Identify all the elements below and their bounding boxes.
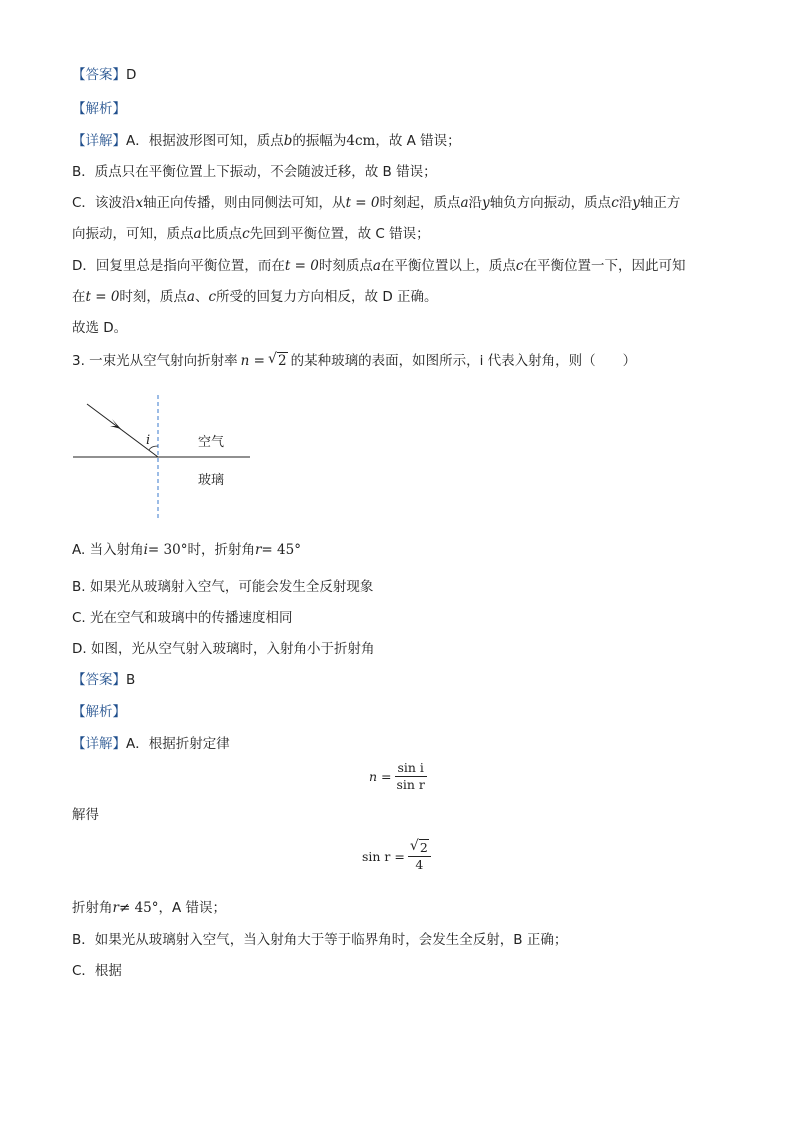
detail-line-q3-b: B．如果光从玻璃射入空气，当入射角大于等于临界角时，会发生全反射，B 正确； — [72, 932, 568, 948]
text: 的振幅为 — [292, 133, 347, 149]
math-var: y — [632, 195, 640, 211]
text: 轴正向传播，则由同侧法可知，从 — [143, 195, 346, 211]
text: 3. 一束光从空气射向折射率 — [72, 353, 238, 369]
answer-line-q3 — [72, 671, 135, 689]
fraction — [395, 760, 427, 793]
text: 折射角 — [72, 900, 113, 916]
math-var: a — [193, 226, 202, 242]
text: 时刻起，质点 — [379, 195, 461, 211]
text: 、 — [194, 289, 209, 305]
text: ，故 A 错误； — [375, 133, 461, 149]
analysis-tag: 【解析】 — [72, 101, 126, 117]
math-var: r — [254, 542, 262, 558]
text: A．根据波形图可知，质点 — [126, 133, 284, 149]
detail-tag: 【详解】 — [72, 133, 126, 149]
math-value: ≠ 45° — [118, 900, 159, 916]
formula-lhs: n = — [369, 769, 392, 784]
answer-tag: 【答案】 — [72, 672, 126, 688]
solve-word: 解得 — [72, 807, 99, 823]
math-var: a — [460, 195, 469, 211]
math-var: c — [515, 258, 524, 274]
result-a-line — [72, 899, 226, 917]
option-d: D. 如图，光从空气射入玻璃时，入射角小于折射角 — [72, 641, 375, 657]
option-a — [72, 541, 301, 559]
text: 沿 — [468, 195, 483, 211]
math-var: c — [242, 226, 250, 242]
analysis-tag: 【解析】 — [72, 704, 126, 720]
text: 时，折射角 — [187, 542, 255, 558]
text: 轴负方向振动，质点 — [489, 195, 612, 211]
option-b: B. 如果光从玻璃射入空气，可能会发生全反射现象 — [72, 579, 374, 595]
conclusion-q2: 故选 D。 — [72, 320, 128, 336]
text: 在平衡位置以上，质点 — [380, 258, 516, 274]
math-var: a — [372, 258, 381, 274]
math-value: = 45° — [261, 542, 301, 558]
text: 所受的回复力方向相反，故 D 正确。 — [216, 289, 438, 305]
math-value: = 30° — [147, 542, 188, 558]
math-expr: t = 0 — [284, 258, 319, 274]
fraction — [408, 840, 431, 873]
math-expr: n = — [240, 353, 265, 369]
detail-tag: 【详解】 — [72, 736, 126, 752]
text: 的某种玻璃的表面，如图所示，i 代表入射角，则（ ） — [290, 353, 637, 369]
denominator: 4 — [415, 857, 424, 872]
math-expr: t = 0 — [345, 195, 380, 211]
sqrt-expr — [410, 840, 429, 856]
text: 在平衡位置一下，因此可知 — [523, 258, 686, 274]
math-var: r — [112, 900, 119, 916]
radicand: 2 — [419, 840, 428, 855]
formula-lhs: sin r = — [362, 849, 405, 864]
radical-sign: √ — [267, 351, 277, 367]
answer-tag: 【答案】 — [72, 67, 126, 83]
detail-line-b: B．质点只在平衡位置上下振动，不会随波迁移，故 B 错误； — [72, 164, 437, 180]
air-label: 空气 — [198, 435, 225, 450]
text: D．回复里总是指向平衡位置，而在 — [72, 258, 285, 274]
text: A．根据折射定律 — [126, 736, 230, 752]
text: 比质点 — [201, 226, 243, 242]
denominator: sin r — [396, 777, 425, 792]
math-var: i — [143, 542, 148, 558]
answer-value: B — [126, 672, 136, 688]
numerator: sin i — [395, 760, 427, 777]
glass-label: 玻璃 — [198, 473, 225, 488]
numerator — [408, 840, 431, 857]
radical-sign: √ — [409, 838, 419, 854]
text: ，A 错误； — [158, 900, 227, 916]
text: A. 当入射角 — [72, 542, 144, 558]
ray-arrow-icon — [110, 419, 121, 429]
answer-value: D — [126, 67, 137, 83]
text: 轴正方 — [639, 195, 681, 211]
math-var: a — [186, 289, 195, 305]
angle-arc — [149, 446, 158, 450]
math-var: x — [135, 195, 144, 211]
text: 时刻，质点 — [119, 289, 187, 305]
math-var: b — [283, 133, 293, 149]
analysis-line-q3 — [72, 703, 126, 721]
sin-r-formula — [362, 840, 431, 873]
text: 在 — [72, 289, 86, 305]
text: 向振动，可知，质点 — [72, 226, 194, 242]
text: C．该波沿 — [72, 195, 136, 211]
radicand: 2 — [277, 353, 287, 369]
option-c: C. 光在空气和玻璃中的传播速度相同 — [72, 610, 293, 626]
math-var: y — [482, 195, 490, 211]
snell-law-formula — [369, 760, 427, 793]
math-value: 4cm — [346, 133, 376, 149]
math-expr: t = 0 — [85, 289, 120, 305]
math-var: c — [208, 289, 217, 305]
math-var: c — [611, 195, 619, 211]
angle-label: i — [146, 433, 151, 448]
detail-line-q3-a — [72, 735, 230, 753]
text: 先回到平衡位置，故 C 错误； — [249, 226, 430, 242]
text: 时刻质点 — [318, 258, 373, 274]
detail-line-q3-c: C．根据 — [72, 963, 122, 979]
text: 沿 — [618, 195, 633, 211]
incident-ray — [87, 404, 158, 457]
